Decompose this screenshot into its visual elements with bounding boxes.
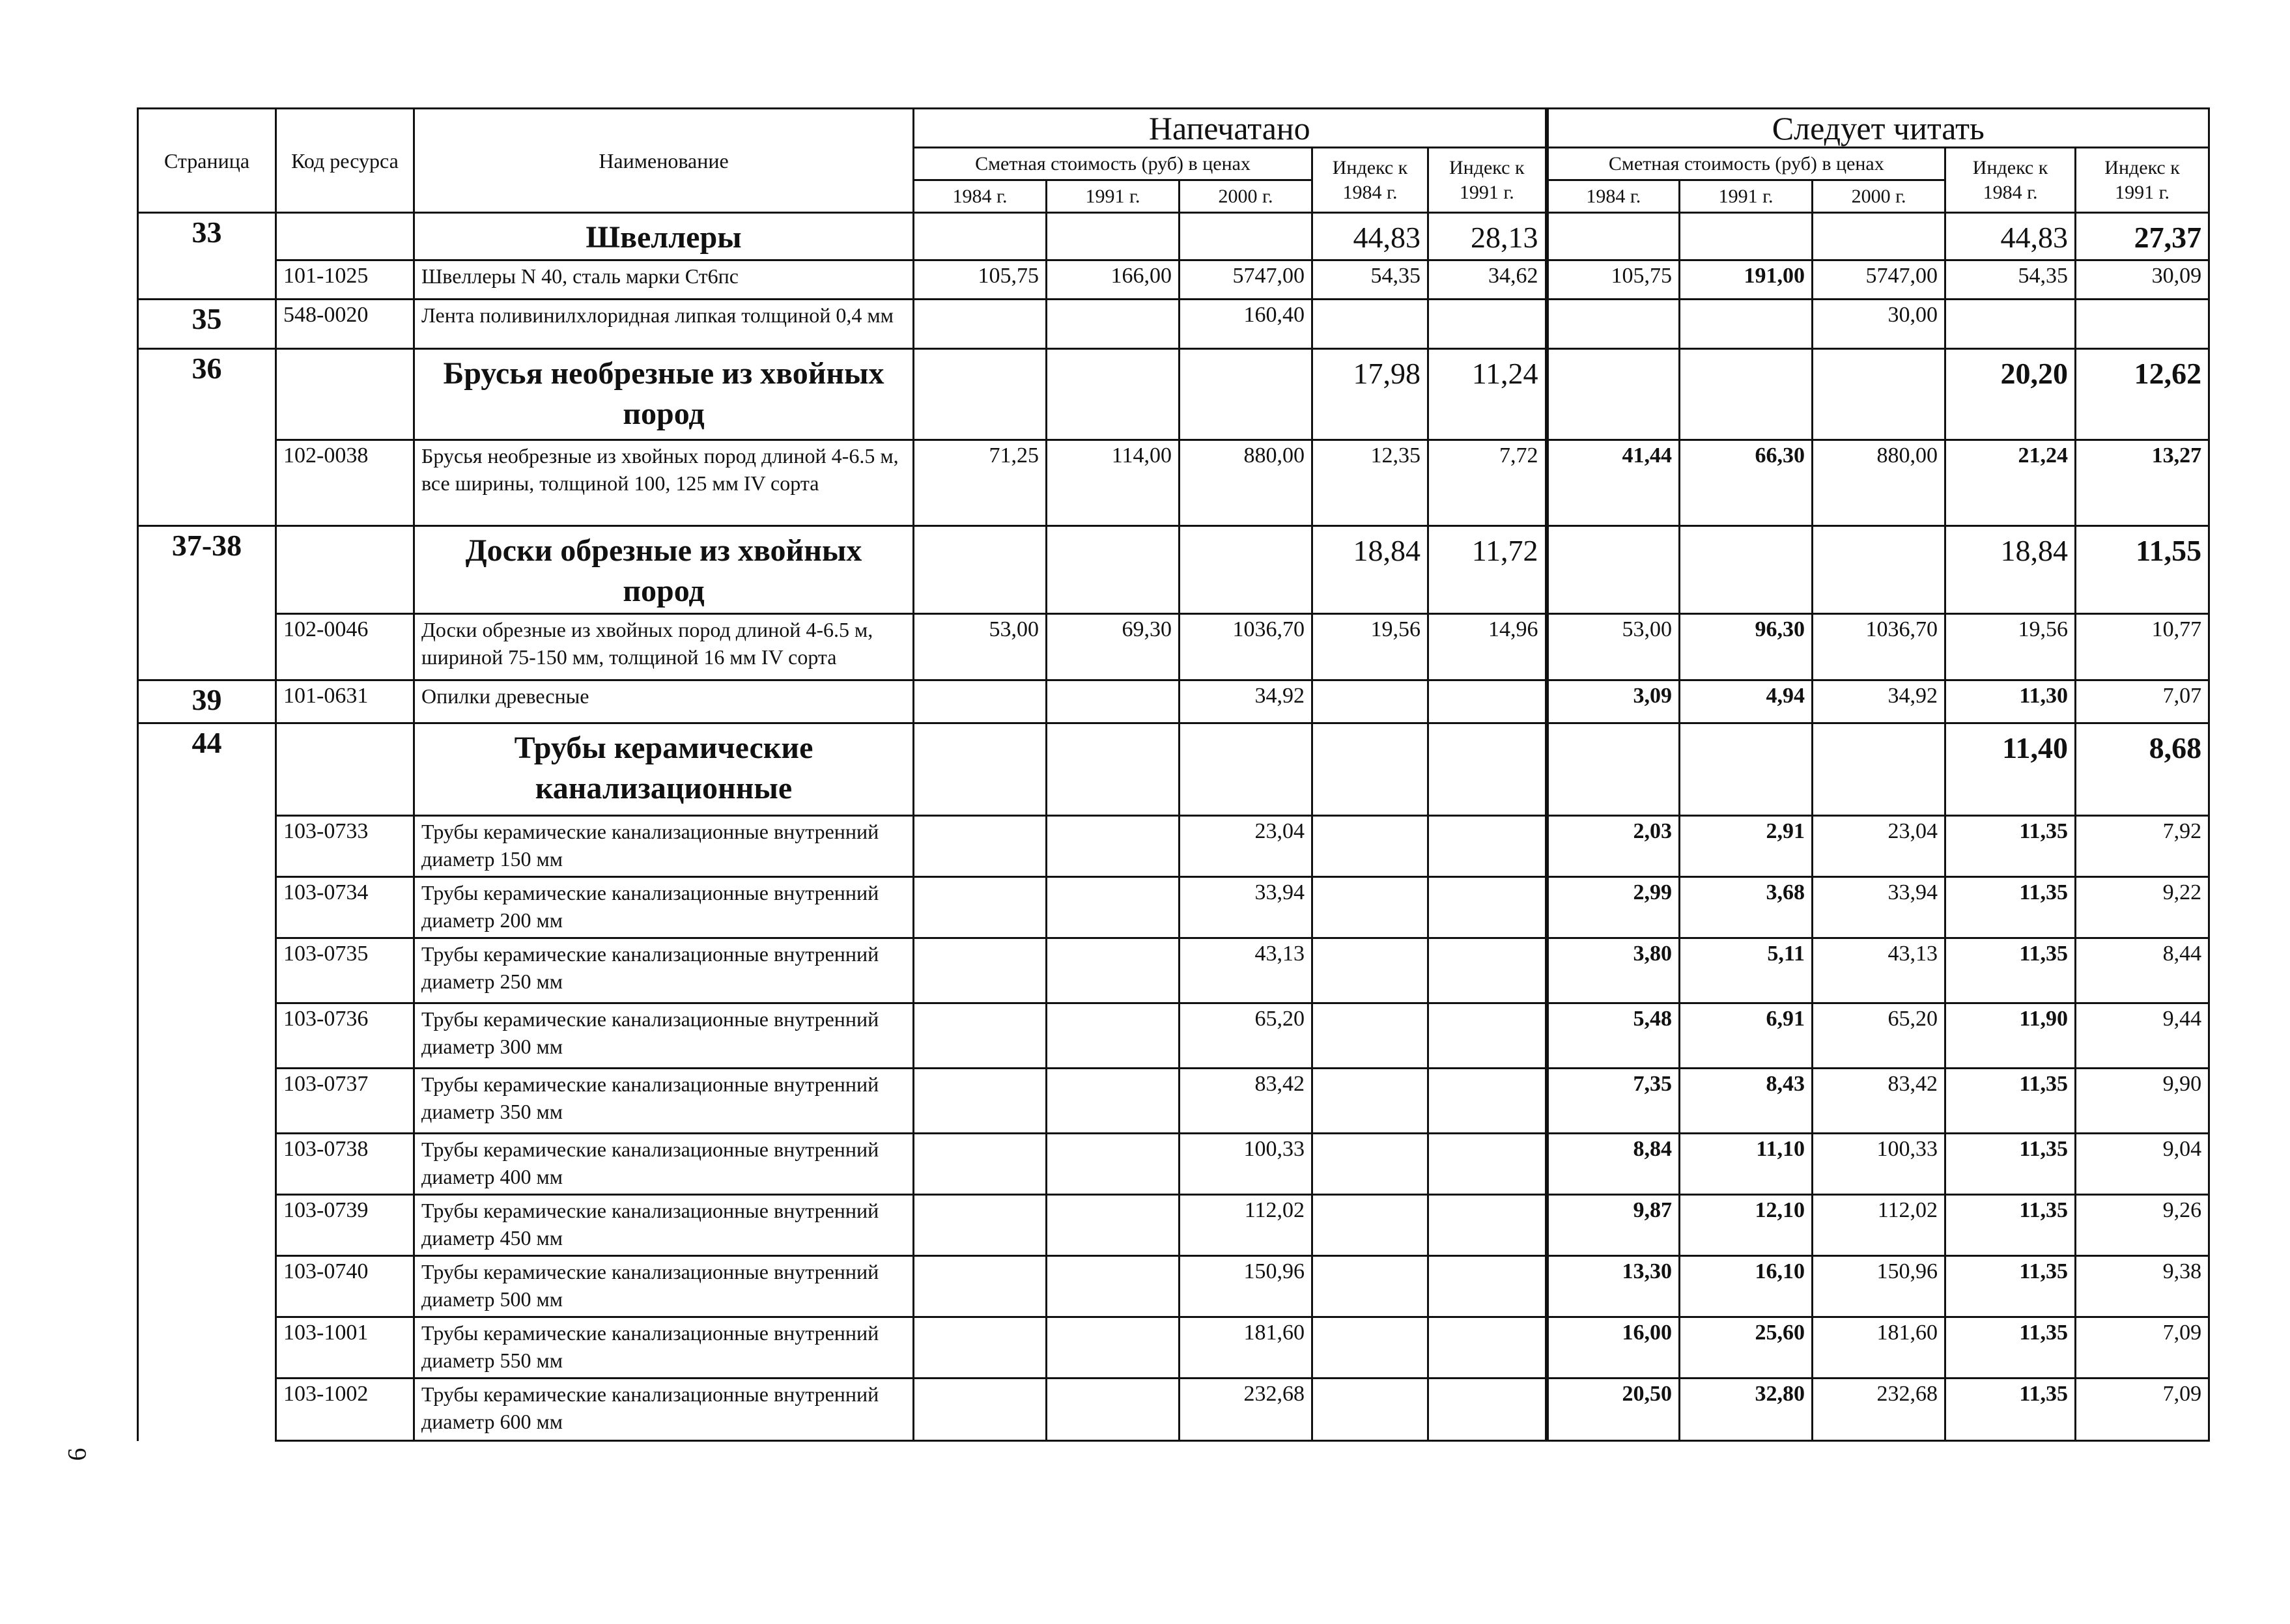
value-p91 — [1047, 877, 1180, 938]
value-s00: 100,33 — [1813, 1134, 1945, 1195]
value-p84 — [914, 877, 1047, 938]
name-cell: Трубы керамические канализационные внутренний диаметр 150 мм — [414, 816, 914, 877]
value-s84: 105,75 — [1547, 260, 1680, 300]
value-p00: 34,92 — [1180, 680, 1312, 723]
value-si91: 12,62 — [2076, 349, 2209, 440]
value-s84 — [1547, 526, 1680, 614]
value-p00: 43,13 — [1180, 938, 1312, 1003]
value-s91: 191,00 — [1680, 260, 1813, 300]
value-p91 — [1047, 213, 1180, 260]
value-p91 — [1047, 349, 1180, 440]
code-cell: 102-0038 — [276, 440, 414, 526]
value-si91: 9,90 — [2076, 1069, 2209, 1134]
value-s00: 5747,00 — [1813, 260, 1945, 300]
value-si84: 11,35 — [1945, 1317, 2076, 1379]
value-si84: 11,40 — [1945, 723, 2076, 816]
code-cell: 103-0736 — [276, 1003, 414, 1069]
page-cell — [138, 1317, 276, 1379]
value-s91: 11,10 — [1680, 1134, 1813, 1195]
value-pi91 — [1428, 938, 1547, 1003]
value-si91: 7,07 — [2076, 680, 2209, 723]
name-cell: Трубы керамические канализационные внутренний диаметр 250 мм — [414, 938, 914, 1003]
code-cell: 103-0740 — [276, 1256, 414, 1317]
value-p91 — [1047, 680, 1180, 723]
value-p00: 65,20 — [1180, 1003, 1312, 1069]
value-pi84 — [1312, 1134, 1428, 1195]
value-p00: 83,42 — [1180, 1069, 1312, 1134]
header-printed-idx1991: Индекс к 1991 г. — [1428, 148, 1547, 213]
value-p00: 1036,70 — [1180, 614, 1312, 680]
value-s91: 3,68 — [1680, 877, 1813, 938]
name-cell: Доски обрезные из хвойных пород — [414, 526, 914, 614]
value-si91: 10,77 — [2076, 614, 2209, 680]
value-s91: 12,10 — [1680, 1195, 1813, 1256]
value-p00: 181,60 — [1180, 1317, 1312, 1379]
value-s00: 112,02 — [1813, 1195, 1945, 1256]
value-p00 — [1180, 349, 1312, 440]
value-si84: 11,35 — [1945, 938, 2076, 1003]
page-cell: 37-38 — [138, 526, 276, 614]
value-p84: 53,00 — [914, 614, 1047, 680]
name-cell: Трубы керамические канализационные внутренний диаметр 500 мм — [414, 1256, 914, 1317]
value-si84: 11,35 — [1945, 1379, 2076, 1441]
value-p00: 5747,00 — [1180, 260, 1312, 300]
value-p91 — [1047, 1256, 1180, 1317]
value-p84 — [914, 1256, 1047, 1317]
header-should-read: Следует читать — [1547, 109, 2209, 148]
value-p84 — [914, 300, 1047, 349]
value-p91 — [1047, 300, 1180, 349]
value-p91: 114,00 — [1047, 440, 1180, 526]
value-si84: 54,35 — [1945, 260, 2076, 300]
header-read-2000: 2000 г. — [1813, 180, 1945, 213]
value-si84: 11,35 — [1945, 816, 2076, 877]
page-cell — [138, 816, 276, 877]
code-cell: 548-0020 — [276, 300, 414, 349]
value-p84 — [914, 816, 1047, 877]
name-cell: Швеллеры N 40, сталь марки Ст6пс — [414, 260, 914, 300]
value-si91: 8,44 — [2076, 938, 2209, 1003]
value-s84 — [1547, 723, 1680, 816]
value-s84 — [1547, 300, 1680, 349]
value-pi91 — [1428, 1003, 1547, 1069]
header-printed-cost: Сметная стоимость (руб) в ценах — [914, 148, 1312, 180]
value-pi84 — [1312, 1256, 1428, 1317]
page-cell — [138, 1134, 276, 1195]
table-row — [138, 1195, 2209, 1256]
header-name: Наименование — [414, 109, 914, 213]
value-p91 — [1047, 1195, 1180, 1256]
value-pi91 — [1428, 1317, 1547, 1379]
table-row — [138, 440, 2209, 526]
code-cell: 103-1001 — [276, 1317, 414, 1379]
value-s84: 13,30 — [1547, 1256, 1680, 1317]
value-si84: 21,24 — [1945, 440, 2076, 526]
name-cell: Швеллеры — [414, 213, 914, 260]
value-p00: 150,96 — [1180, 1256, 1312, 1317]
value-s91 — [1680, 213, 1813, 260]
value-si91: 8,68 — [2076, 723, 2209, 816]
value-pi84: 12,35 — [1312, 440, 1428, 526]
page-cell — [138, 260, 276, 300]
value-pi84 — [1312, 723, 1428, 816]
page-cell — [138, 440, 276, 526]
value-pi91: 7,72 — [1428, 440, 1547, 526]
value-si84: 44,83 — [1945, 213, 2076, 260]
value-si91: 7,09 — [2076, 1379, 2209, 1441]
value-p91 — [1047, 723, 1180, 816]
value-pi91 — [1428, 723, 1547, 816]
header-printed-2000: 2000 г. — [1180, 180, 1312, 213]
table-row — [138, 938, 2209, 1003]
name-cell: Опилки древесные — [414, 680, 914, 723]
value-pi84: 54,35 — [1312, 260, 1428, 300]
value-pi91: 11,72 — [1428, 526, 1547, 614]
value-s84: 9,87 — [1547, 1195, 1680, 1256]
value-s00 — [1813, 526, 1945, 614]
table-header — [138, 109, 2209, 213]
name-cell: Трубы керамические канализационные внутренний диаметр 600 мм — [414, 1379, 914, 1441]
value-pi84 — [1312, 1069, 1428, 1134]
table-row — [138, 300, 2209, 349]
value-si84: 11,35 — [1945, 1195, 2076, 1256]
table-row — [138, 877, 2209, 938]
value-s91: 66,30 — [1680, 440, 1813, 526]
value-s91: 2,91 — [1680, 816, 1813, 877]
errata-table — [137, 107, 2210, 1442]
page-cell: 36 — [138, 349, 276, 440]
table-row — [138, 1256, 2209, 1317]
value-s91: 4,94 — [1680, 680, 1813, 723]
value-p00 — [1180, 723, 1312, 816]
value-pi84 — [1312, 938, 1428, 1003]
value-si84: 20,20 — [1945, 349, 2076, 440]
value-pi91: 14,96 — [1428, 614, 1547, 680]
header-printed-1991: 1991 г. — [1047, 180, 1180, 213]
value-pi84 — [1312, 1317, 1428, 1379]
value-pi91 — [1428, 300, 1547, 349]
value-s91: 96,30 — [1680, 614, 1813, 680]
name-cell: Трубы керамические канализационные внутренний диаметр 200 мм — [414, 877, 914, 938]
value-si91: 9,22 — [2076, 877, 2209, 938]
header-read-1991: 1991 г. — [1680, 180, 1813, 213]
value-pi84 — [1312, 300, 1428, 349]
value-pi91 — [1428, 1379, 1547, 1441]
value-si84: 11,35 — [1945, 877, 2076, 938]
value-si84: 18,84 — [1945, 526, 2076, 614]
value-pi91: 28,13 — [1428, 213, 1547, 260]
section-row — [138, 213, 2209, 260]
value-s00: 43,13 — [1813, 938, 1945, 1003]
header-read-cost: Сметная стоимость (руб) в ценах — [1547, 148, 1945, 180]
value-p84 — [914, 349, 1047, 440]
value-s00: 181,60 — [1813, 1317, 1945, 1379]
code-cell: 101-1025 — [276, 260, 414, 300]
value-p84: 71,25 — [914, 440, 1047, 526]
name-cell: Трубы керамические канализационные внутренний диаметр 400 мм — [414, 1134, 914, 1195]
value-s00 — [1813, 723, 1945, 816]
value-si91 — [2076, 300, 2209, 349]
section-row — [138, 526, 2209, 614]
value-s91 — [1680, 300, 1813, 349]
value-si91: 30,09 — [2076, 260, 2209, 300]
value-p00: 160,40 — [1180, 300, 1312, 349]
value-pi84 — [1312, 1003, 1428, 1069]
value-s84: 20,50 — [1547, 1379, 1680, 1441]
name-cell: Доски обрезные из хвойных пород длиной 4-6.5 м, шириной 75-150 мм, толщиной 16 мм IV сорта — [414, 614, 914, 680]
value-p84 — [914, 1003, 1047, 1069]
value-si84: 11,35 — [1945, 1256, 2076, 1317]
value-si91: 27,37 — [2076, 213, 2209, 260]
value-p00: 880,00 — [1180, 440, 1312, 526]
value-s00: 65,20 — [1813, 1003, 1945, 1069]
value-s91 — [1680, 723, 1813, 816]
name-cell: Брусья необрезные из хвойных пород — [414, 349, 914, 440]
section-row — [138, 723, 2209, 816]
value-p00: 23,04 — [1180, 816, 1312, 877]
value-pi84 — [1312, 680, 1428, 723]
page-cell: 35 — [138, 300, 276, 349]
value-p84 — [914, 1134, 1047, 1195]
value-pi91 — [1428, 816, 1547, 877]
value-si84: 11,35 — [1945, 1134, 2076, 1195]
value-s84 — [1547, 213, 1680, 260]
value-s91: 8,43 — [1680, 1069, 1813, 1134]
table-row — [138, 1379, 2209, 1441]
value-pi91 — [1428, 1256, 1547, 1317]
table-row — [138, 816, 2209, 877]
code-cell: 103-0735 — [276, 938, 414, 1003]
value-s84: 8,84 — [1547, 1134, 1680, 1195]
value-p00: 100,33 — [1180, 1134, 1312, 1195]
value-p91 — [1047, 938, 1180, 1003]
table-row — [138, 1134, 2209, 1195]
value-p84 — [914, 1317, 1047, 1379]
value-si84: 11,90 — [1945, 1003, 2076, 1069]
value-s91: 5,11 — [1680, 938, 1813, 1003]
value-pi84 — [1312, 1195, 1428, 1256]
value-s00: 34,92 — [1813, 680, 1945, 723]
code-cell: 102-0046 — [276, 614, 414, 680]
code-cell — [276, 526, 414, 614]
value-p84 — [914, 213, 1047, 260]
value-s00: 23,04 — [1813, 816, 1945, 877]
value-si91: 11,55 — [2076, 526, 2209, 614]
value-p91 — [1047, 816, 1180, 877]
table-row — [138, 1069, 2209, 1134]
value-si84 — [1945, 300, 2076, 349]
value-p91 — [1047, 1379, 1180, 1441]
table-body — [138, 213, 2209, 1441]
value-pi91 — [1428, 1069, 1547, 1134]
value-s00: 30,00 — [1813, 300, 1945, 349]
value-pi84: 18,84 — [1312, 526, 1428, 614]
value-s84: 2,99 — [1547, 877, 1680, 938]
value-s91 — [1680, 349, 1813, 440]
code-cell: 103-0738 — [276, 1134, 414, 1195]
header-read-idx1991: Индекс к 1991 г. — [2076, 148, 2209, 213]
code-cell: 103-0734 — [276, 877, 414, 938]
value-s00: 232,68 — [1813, 1379, 1945, 1441]
page-number: 6 — [62, 1448, 92, 1461]
value-s91: 25,60 — [1680, 1317, 1813, 1379]
value-p84 — [914, 1069, 1047, 1134]
name-cell: Трубы керамические канализационные — [414, 723, 914, 816]
value-si91: 9,44 — [2076, 1003, 2209, 1069]
value-s91: 6,91 — [1680, 1003, 1813, 1069]
value-p84 — [914, 723, 1047, 816]
code-cell: 103-0733 — [276, 816, 414, 877]
value-pi84 — [1312, 877, 1428, 938]
value-p84 — [914, 1195, 1047, 1256]
value-s00: 880,00 — [1813, 440, 1945, 526]
value-pi91 — [1428, 1195, 1547, 1256]
value-s91 — [1680, 526, 1813, 614]
page-cell — [138, 1256, 276, 1317]
value-p91 — [1047, 1134, 1180, 1195]
header-code: Код ресурса — [276, 109, 414, 213]
value-p00 — [1180, 526, 1312, 614]
name-cell: Лента поливинилхлоридная липкая толщиной 0,4 мм — [414, 300, 914, 349]
value-s84: 3,09 — [1547, 680, 1680, 723]
value-si84: 11,35 — [1945, 1069, 2076, 1134]
value-s84: 3,80 — [1547, 938, 1680, 1003]
value-p00: 232,68 — [1180, 1379, 1312, 1441]
value-pi91 — [1428, 877, 1547, 938]
name-cell: Трубы керамические канализационные внутренний диаметр 450 мм — [414, 1195, 914, 1256]
value-si84: 11,30 — [1945, 680, 2076, 723]
value-p00: 33,94 — [1180, 877, 1312, 938]
value-s91: 16,10 — [1680, 1256, 1813, 1317]
value-s84: 2,03 — [1547, 816, 1680, 877]
page-cell: 39 — [138, 680, 276, 723]
value-pi91: 34,62 — [1428, 260, 1547, 300]
value-si91: 9,38 — [2076, 1256, 2209, 1317]
page-cell — [138, 1003, 276, 1069]
name-cell: Трубы керамические канализационные внутренний диаметр 550 мм — [414, 1317, 914, 1379]
value-pi84 — [1312, 1379, 1428, 1441]
value-p91 — [1047, 526, 1180, 614]
value-p84 — [914, 680, 1047, 723]
value-p91: 166,00 — [1047, 260, 1180, 300]
page-cell: 33 — [138, 213, 276, 260]
value-s00 — [1813, 213, 1945, 260]
value-s84: 5,48 — [1547, 1003, 1680, 1069]
value-p84: 105,75 — [914, 260, 1047, 300]
name-cell: Трубы керамические канализационные внутренний диаметр 350 мм — [414, 1069, 914, 1134]
value-pi91 — [1428, 680, 1547, 723]
value-pi84: 19,56 — [1312, 614, 1428, 680]
value-pi84: 17,98 — [1312, 349, 1428, 440]
value-s00: 1036,70 — [1813, 614, 1945, 680]
name-cell: Брусья необрезные из хвойных пород длиной 4-6.5 м, все ширины, толщиной 100, 125 мм IV сорта — [414, 440, 914, 526]
page-cell — [138, 1195, 276, 1256]
table-row — [138, 614, 2209, 680]
value-si91: 13,27 — [2076, 440, 2209, 526]
code-cell: 103-0739 — [276, 1195, 414, 1256]
value-pi84: 44,83 — [1312, 213, 1428, 260]
code-cell: 103-0737 — [276, 1069, 414, 1134]
value-s84: 53,00 — [1547, 614, 1680, 680]
page-cell — [138, 614, 276, 680]
code-cell — [276, 349, 414, 440]
value-pi91 — [1428, 1134, 1547, 1195]
header-printed: Напечатано — [914, 109, 1547, 148]
value-s84: 41,44 — [1547, 440, 1680, 526]
code-cell — [276, 723, 414, 816]
code-cell: 103-1002 — [276, 1379, 414, 1441]
value-s00: 83,42 — [1813, 1069, 1945, 1134]
value-s00 — [1813, 349, 1945, 440]
header-printed-1984: 1984 г. — [914, 180, 1047, 213]
value-s84 — [1547, 349, 1680, 440]
code-cell — [276, 213, 414, 260]
value-si91: 7,09 — [2076, 1317, 2209, 1379]
value-s00: 33,94 — [1813, 877, 1945, 938]
page-cell — [138, 1379, 276, 1441]
value-pi84 — [1312, 816, 1428, 877]
value-p84 — [914, 938, 1047, 1003]
section-row — [138, 349, 2209, 440]
value-s84: 7,35 — [1547, 1069, 1680, 1134]
header-read-idx1984: Индекс к 1984 г. — [1945, 148, 2076, 213]
value-pi91: 11,24 — [1428, 349, 1547, 440]
value-si91: 9,26 — [2076, 1195, 2209, 1256]
value-si84: 19,56 — [1945, 614, 2076, 680]
value-p00 — [1180, 213, 1312, 260]
value-p91 — [1047, 1003, 1180, 1069]
page-cell — [138, 877, 276, 938]
page-cell — [138, 1069, 276, 1134]
value-s00: 150,96 — [1813, 1256, 1945, 1317]
table-row — [138, 680, 2209, 723]
value-p84 — [914, 1379, 1047, 1441]
table-row — [138, 1317, 2209, 1379]
header-read-1984: 1984 г. — [1547, 180, 1680, 213]
page-cell: 44 — [138, 723, 276, 816]
value-p91 — [1047, 1317, 1180, 1379]
header-page: Страница — [138, 109, 276, 213]
value-si91: 7,92 — [2076, 816, 2209, 877]
name-cell: Трубы керамические канализационные внутренний диаметр 300 мм — [414, 1003, 914, 1069]
value-p91 — [1047, 1069, 1180, 1134]
value-s84: 16,00 — [1547, 1317, 1680, 1379]
value-s91: 32,80 — [1680, 1379, 1813, 1441]
value-p91: 69,30 — [1047, 614, 1180, 680]
page-cell — [138, 938, 276, 1003]
code-cell: 101-0631 — [276, 680, 414, 723]
value-p00: 112,02 — [1180, 1195, 1312, 1256]
value-si91: 9,04 — [2076, 1134, 2209, 1195]
table-row — [138, 1003, 2209, 1069]
table-row — [138, 260, 2209, 300]
header-printed-idx1984: Индекс к 1984 г. — [1312, 148, 1428, 213]
value-p84 — [914, 526, 1047, 614]
